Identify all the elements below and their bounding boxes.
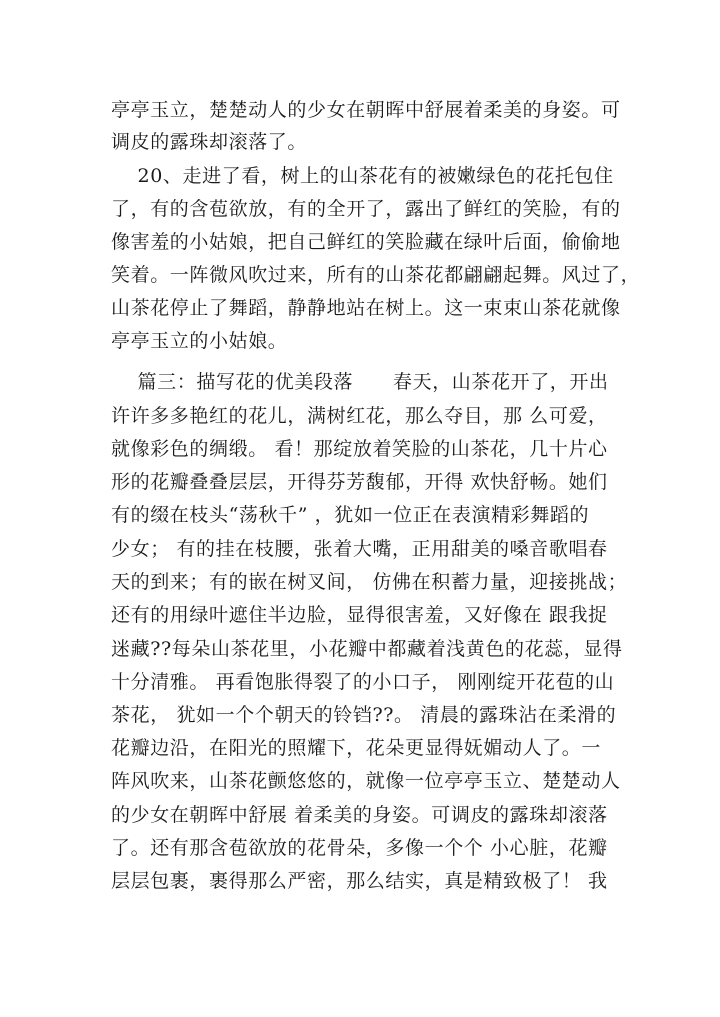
text-line: 了，有的含苞欲放，有的全开了，露出了鲜红的笑脸，有的	[111, 198, 621, 220]
text-line: 像害羞的小姑娘，把自己鲜红的笑脸藏在绿叶后面，偷偷地	[111, 231, 621, 253]
text-line: 阵风吹来，山茶花颤悠悠的，就像一位亭亭玉立、楚楚动人	[111, 770, 621, 792]
text-line: 了。还有那含苞欲放的花骨朵，多像一个个 小心脏，花瓣	[111, 837, 608, 859]
text-line: 茶花， 犹如一个个朝天的铃铛??。 清晨的露珠沾在柔滑的	[111, 704, 617, 726]
text-line: 亭亭玉立的小姑娘。	[111, 330, 288, 352]
text-line: 有的缀在枝头“荡秋千” ，犹如一位正在表演精彩舞蹈的	[111, 504, 590, 526]
text-line: 调皮的露珠却滚落了。	[111, 131, 308, 153]
text-line: 篇三：描写花的优美段落 春天，山茶花开了，开出	[111, 371, 609, 393]
text-line: 少女； 有的挂在枝腰，张着大嘴，正用甜美的嗓音歌唱春	[111, 538, 608, 560]
text-line: 就像彩色的绸缎。 看！那绽放着笑脸的山茶花，几十片心	[111, 438, 608, 460]
text-line: 形的花瓣叠叠层层，开得芬芳馥郁，开得 欢快舒畅。她们	[111, 471, 608, 493]
text-line: 迷藏??每朵山茶花里，小花瓣中都藏着浅黄色的花蕊，显得	[111, 638, 623, 660]
text-line: 亭亭玉立，楚楚动人的少女在朝晖中舒展着柔美的身姿。可	[111, 99, 621, 121]
text-line: 十分清雅。 再看饱胀得裂了的小口子， 刚刚绽开花苞的山	[111, 671, 615, 693]
text-line: 的少女在朝晖中舒展 着柔美的身姿。可调皮的露珠却滚落	[111, 804, 608, 826]
text-line: 许许多多艳红的花儿，满树红花，那么夺目，那 么可爱，	[111, 405, 608, 427]
text-line: 层层包裹，裹得那么严密，那么结实，真是精致极了！ 我	[111, 870, 608, 892]
text-line: 花瓣边沿，在阳光的照耀下，花朵更显得妩媚动人了。一	[111, 737, 602, 759]
text-line: 天的到来；有的嵌在树叉间， 仿佛在积蓄力量，迎接挑战；	[111, 571, 628, 593]
text-line: 还有的用绿叶遮住半边脸，显得很害羞，又好像在 跟我捉	[111, 604, 608, 626]
text-line: 20、走进了看，树上的山茶花有的被嫩绿色的花托包住	[111, 165, 614, 187]
text-line: 山茶花停止了舞蹈，静静地站在树上。这一束束山茶花就像	[111, 297, 621, 319]
text-line: 笑着。一阵微风吹过来，所有的山茶花都翩翩起舞。风过了，	[111, 264, 641, 286]
